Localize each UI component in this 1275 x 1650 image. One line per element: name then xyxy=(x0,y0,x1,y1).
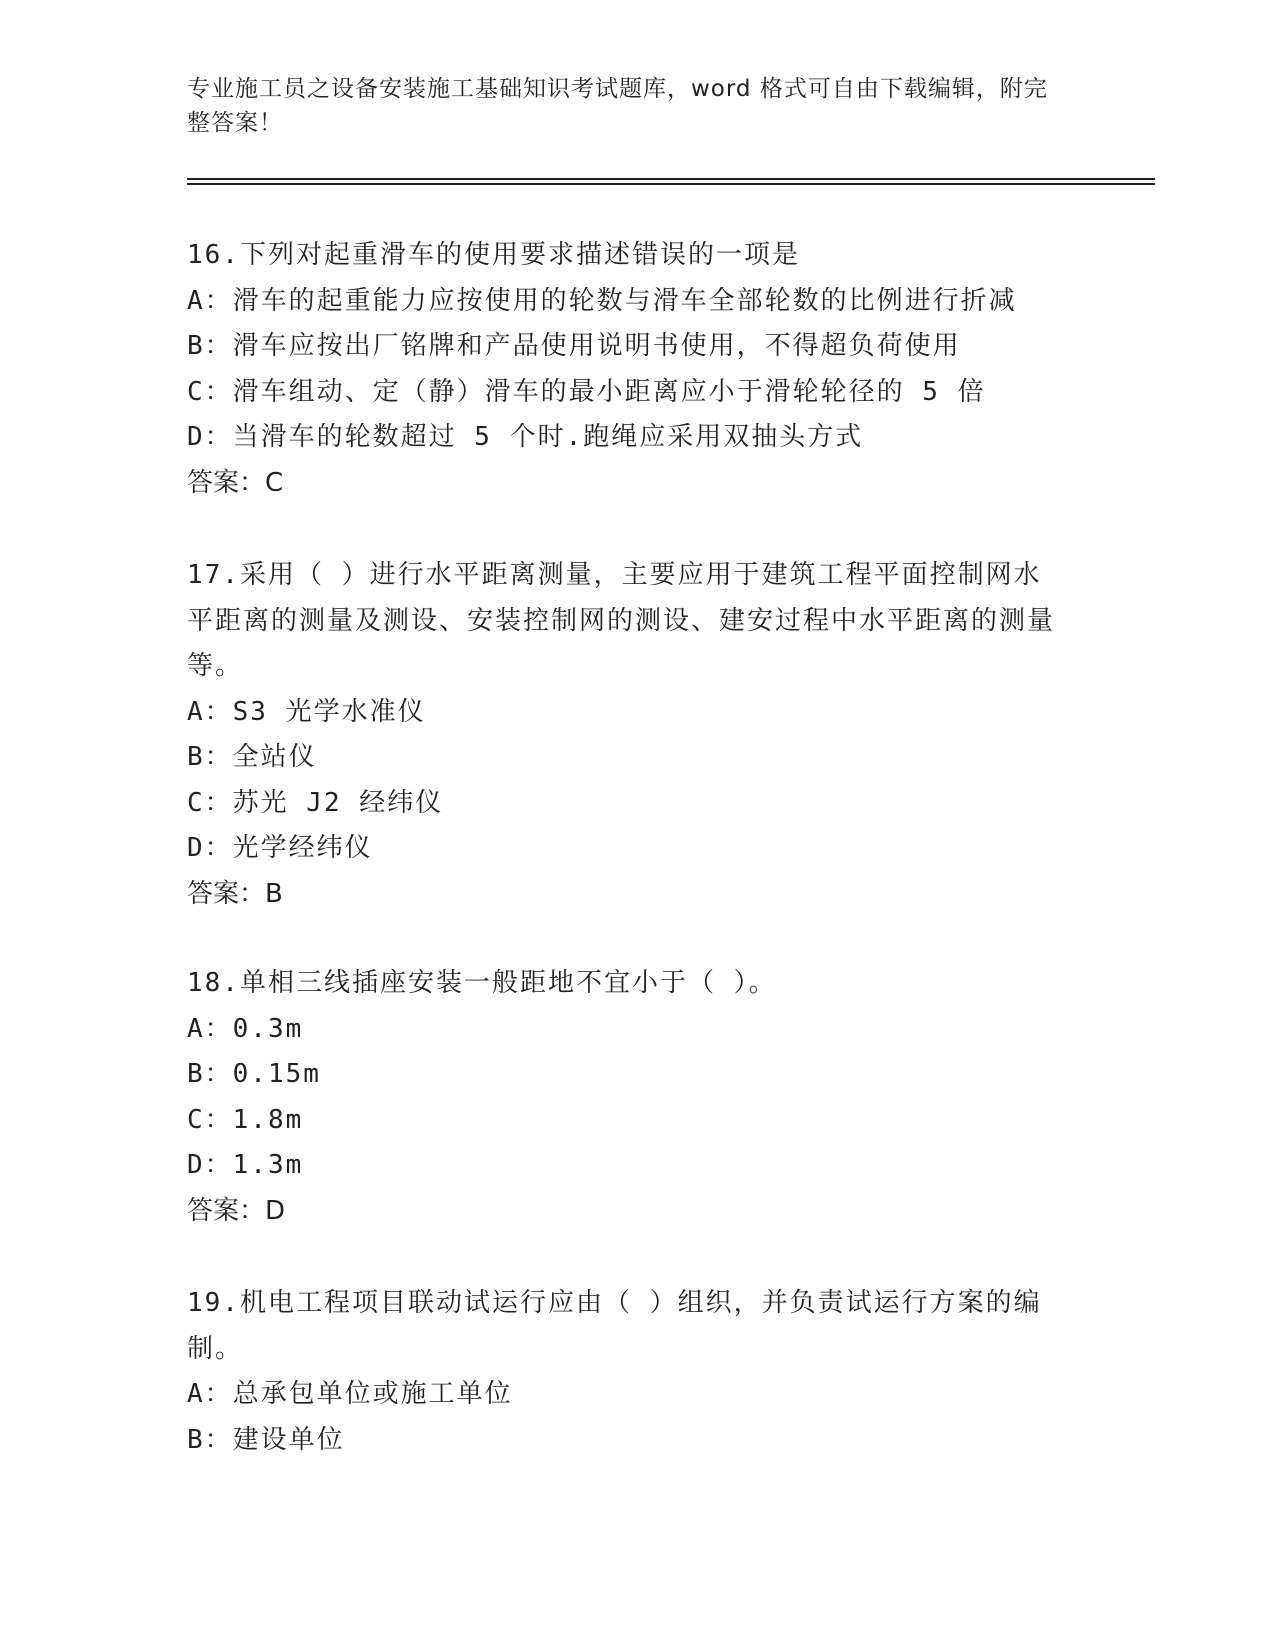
document-header: 专业施工员之设备安装施工基础知识考试题库，word 格式可自由下载编辑，附完整答案！ xyxy=(187,76,1048,136)
option-d: D：光学经纬仪 xyxy=(187,833,373,863)
option-a: A：总承包单位或施工单位 xyxy=(187,1379,513,1409)
question-text: 17.采用（ ）进行水平距离测量，主要应用于建筑工程平面控制网水平距离的测量及测设、安装控制网的测设、建安过程中水平距离的测量等。 xyxy=(187,560,1056,681)
option-a: A：滑车的起重能力应按使用的轮数与滑车全部轮数的比例进行折减 xyxy=(187,285,1017,316)
question-text: 16.下列对起重滑车的使用要求描述错误的一项是 xyxy=(187,240,800,270)
answer: 答案：B xyxy=(187,878,283,909)
answer: 答案：D xyxy=(187,1195,286,1226)
option-d: D：1.3m xyxy=(187,1150,304,1180)
option-c: C：1.8m xyxy=(187,1104,304,1135)
option-b: B：0.15m xyxy=(187,1059,321,1089)
question-16 xyxy=(187,233,1067,506)
question-19 xyxy=(187,1281,1067,1463)
question-text: 18.单相三线插座安装一般距地不宜小于（ ）。 xyxy=(187,968,777,998)
option-a: A：0.3m xyxy=(187,1013,304,1044)
question-17 xyxy=(187,553,1067,917)
option-b: B：滑车应按出厂铭牌和产品使用说明书使用，不得超负荷使用 xyxy=(187,331,961,361)
header-divider-bottom xyxy=(187,183,1155,185)
option-c: C：苏光 J2 经纬仪 xyxy=(187,787,444,818)
option-b: B：建设单位 xyxy=(187,1424,345,1455)
question-18 xyxy=(187,961,1067,1234)
option-b: B：全站仪 xyxy=(187,742,317,772)
answer: 答案：C xyxy=(187,467,284,498)
header-divider-top xyxy=(187,178,1155,180)
option-c: C：滑车组动、定（静）滑车的最小距离应小于滑轮轮径的 5 倍 xyxy=(187,376,986,407)
option-d: D：当滑车的轮数超过 5 个时.跑绳应采用双抽头方式 xyxy=(187,422,864,452)
question-text: 19.机电工程项目联动试运行应由（ ）组织，并负责试运行方案的编制。 xyxy=(187,1288,1042,1364)
option-a: A：S3 光学水准仪 xyxy=(187,696,426,727)
